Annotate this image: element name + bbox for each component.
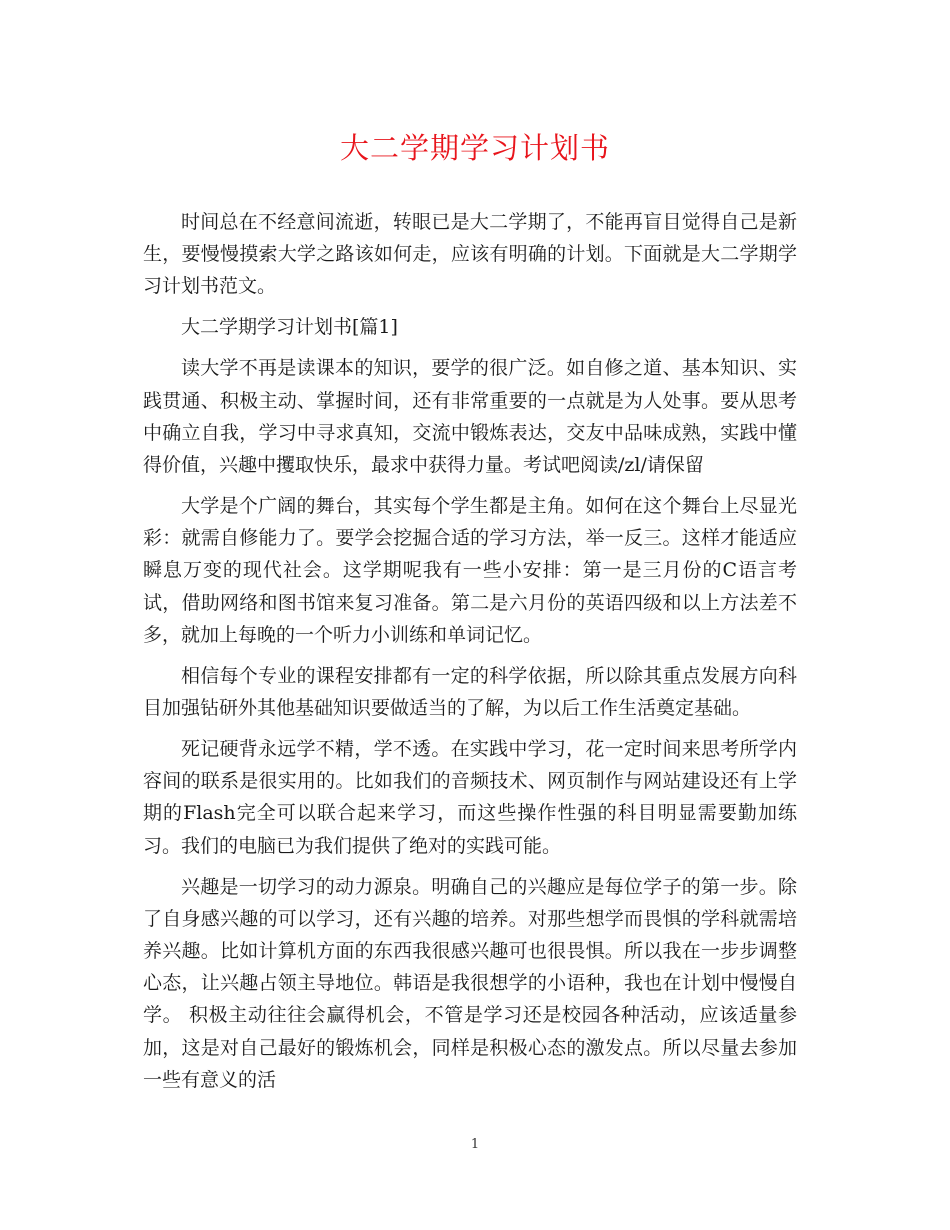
- section-heading: 大二学期学习计划书[篇1]: [181, 316, 398, 339]
- paragraph-intro: 时间总在不经意间流逝，转眼已是大二学期了，不能再盲目觉得自己是新生，要慢慢摸索大学之路该如何走，应该有明确的计划。下面就是大二学期学习计划书范文。: [143, 211, 797, 298]
- paragraph: 读大学不再是读课本的知识，要学的很广泛。如自修之道、基本知识、实践贯通、积极主动、掌握时间，还有非常重要的一点就是为人处事。要从思考中确立自我，学习中寻求真知，交流中锻炼表达，交友中品味成熟，实践中懂得价值，兴趣中攫取快乐，最求中获得力量。考试吧阅读/zl/请保留: [143, 357, 797, 477]
- paragraph: 相信每个专业的课程安排都有一定的科学依据，所以除其重点发展方向科目加强钻研外其他基础知识要做适当的了解，为以后工作生活奠定基础。: [143, 664, 797, 720]
- document-body: [143, 206, 797, 1105]
- page-number: 1: [470, 1137, 480, 1152]
- paragraph: 兴趣是一切学习的动力源泉。明确自己的兴趣应是每位学子的第一步。除了自身感兴趣的可以学习，还有兴趣的培养。对那些想学而畏惧的学科就需培养兴趣。比如计算机方面的东西我很感兴趣可也很畏惧。所以我在一步步调整心态，让兴趣占领主导地位。韩语是我很想学的小语种，我也在计划中慢慢自学。 积极主动往往会赢得机会，不管是学习还是校园各种活动，应该适量参加，这是对自己最好的锻炼机会，同样是积极心态的激发点。所以尽量去参加一些有意义的活: [143, 875, 797, 1091]
- document-title: 大二学期学习计划书: [339, 131, 610, 165]
- paragraph: 死记硬背永远学不精，学不透。在实践中学习，花一定时间来思考所学内容间的联系是很实用的。比如我们的音频技术、网页制作与网站建设还有上学期的Flash完全可以联合起来学习，而这些操作性强的科目明显需要勤加练习。我们的电脑已为我们提供了绝对的实践可能。: [143, 738, 797, 857]
- paragraph: 大学是个广阔的舞台，其实每个学生都是主角。如何在这个舞台上尽显光彩：就需自修能力了。要学会挖掘合适的学习方法，举一反三。这样才能适应瞬息万变的现代社会。这学期呢我有一些小安排：第一是三月份的C语言考试，借助网络和图书馆来复习准备。第二是六月份的英语四级和以上方法差不多，就加上每晚的一个听力小训练和单词记忆。: [143, 495, 797, 646]
